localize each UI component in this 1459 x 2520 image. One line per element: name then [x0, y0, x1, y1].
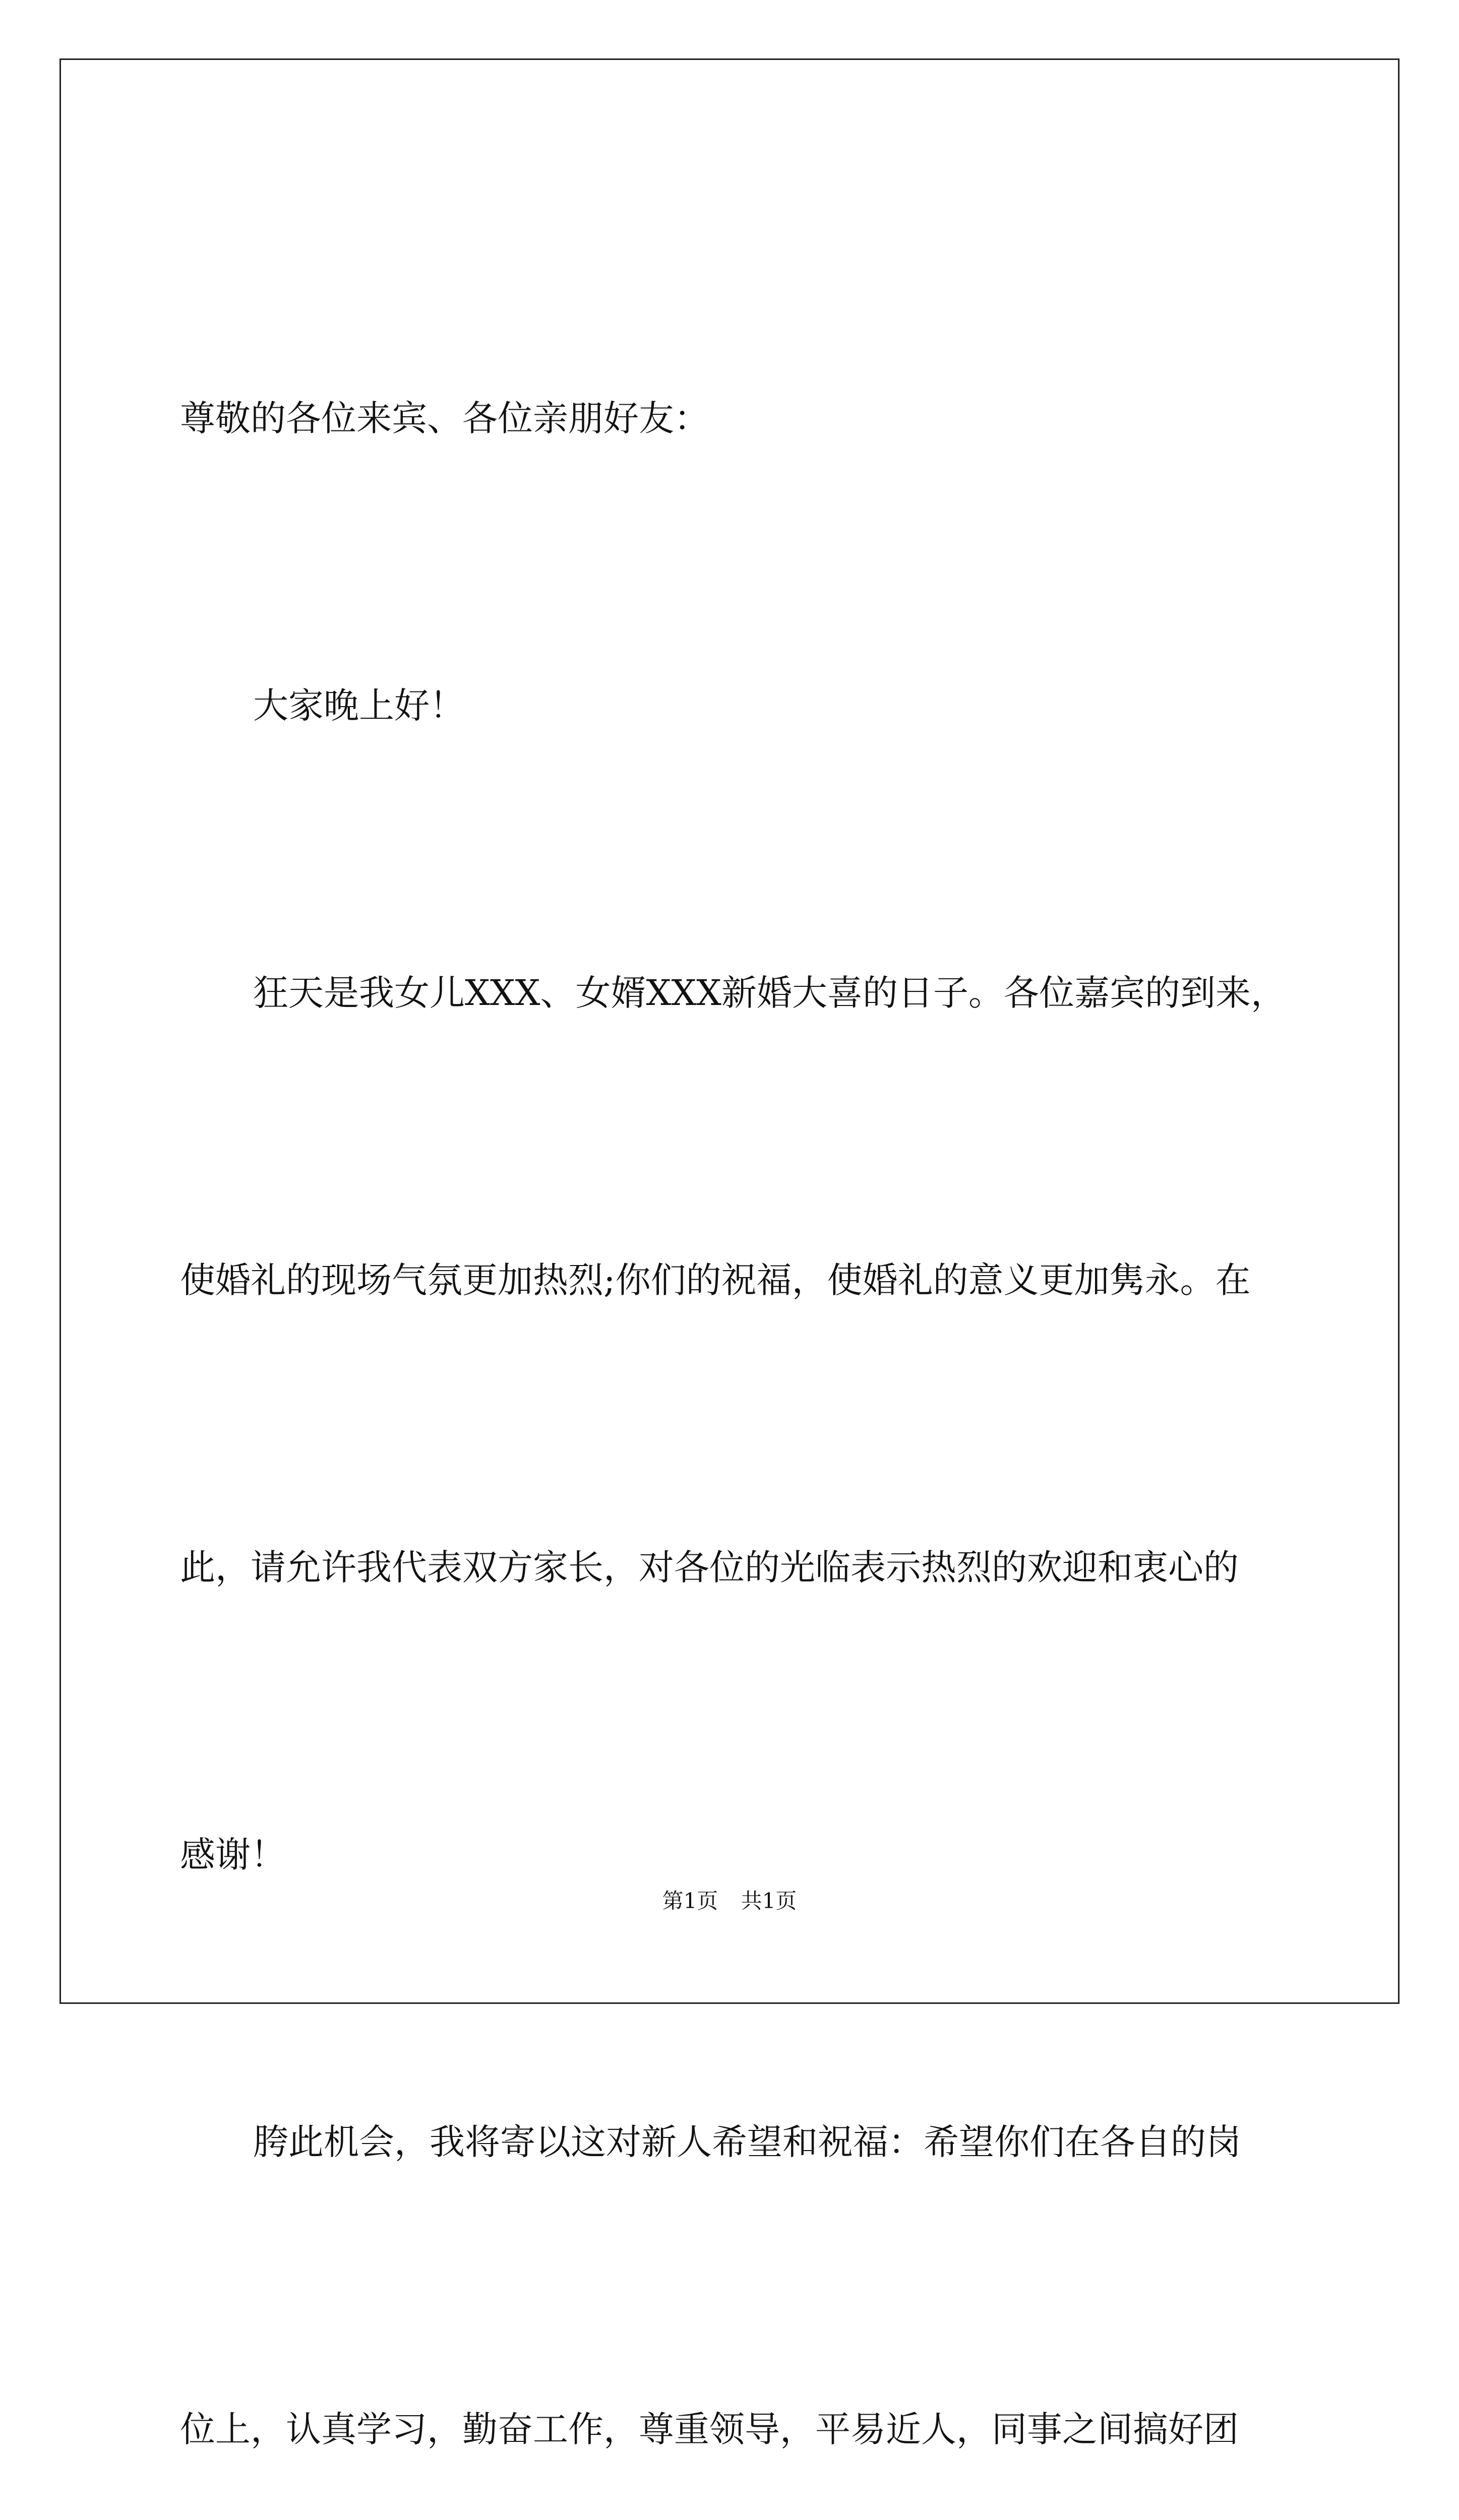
page-footer: [0, 1886, 1459, 1916]
paragraph-1-line-1: 狂天是我女儿XXX、女婿XXX新婚大喜的日子。各位嘉宾的到来，: [253, 972, 1287, 1014]
paragraph-2-line-2: 位上，认真学习，勤奋工作，尊重领导，平易近人，同事之间搞好团: [180, 2409, 1239, 2450]
page-number-total: 共1页: [741, 1888, 797, 1913]
salutation-line: 尊敬的各位来宾、各位亲朋好友：: [180, 398, 709, 439]
paragraph-1-line-4: 感谢！: [180, 1834, 286, 1875]
paragraph-1-line-2: 使婚礼的现场气氛更加热烈;你们的祝福，使婚礼的意义更加隽永。在: [180, 1259, 1251, 1301]
paragraph-2-line-1: 胯此机会，我将寄以这对新人希望和祝福：希望你们在各自的岗: [253, 2121, 1241, 2163]
page-number-current: 第1页: [662, 1888, 718, 1913]
greeting-line: 大家晚上好！: [253, 685, 465, 726]
paragraph-1-line-3: 此，请允许我代表双方家长，对各位的光临表示热烈的欢迎和衷心的: [180, 1547, 1239, 1588]
document-body: [180, 179, 1340, 2520]
